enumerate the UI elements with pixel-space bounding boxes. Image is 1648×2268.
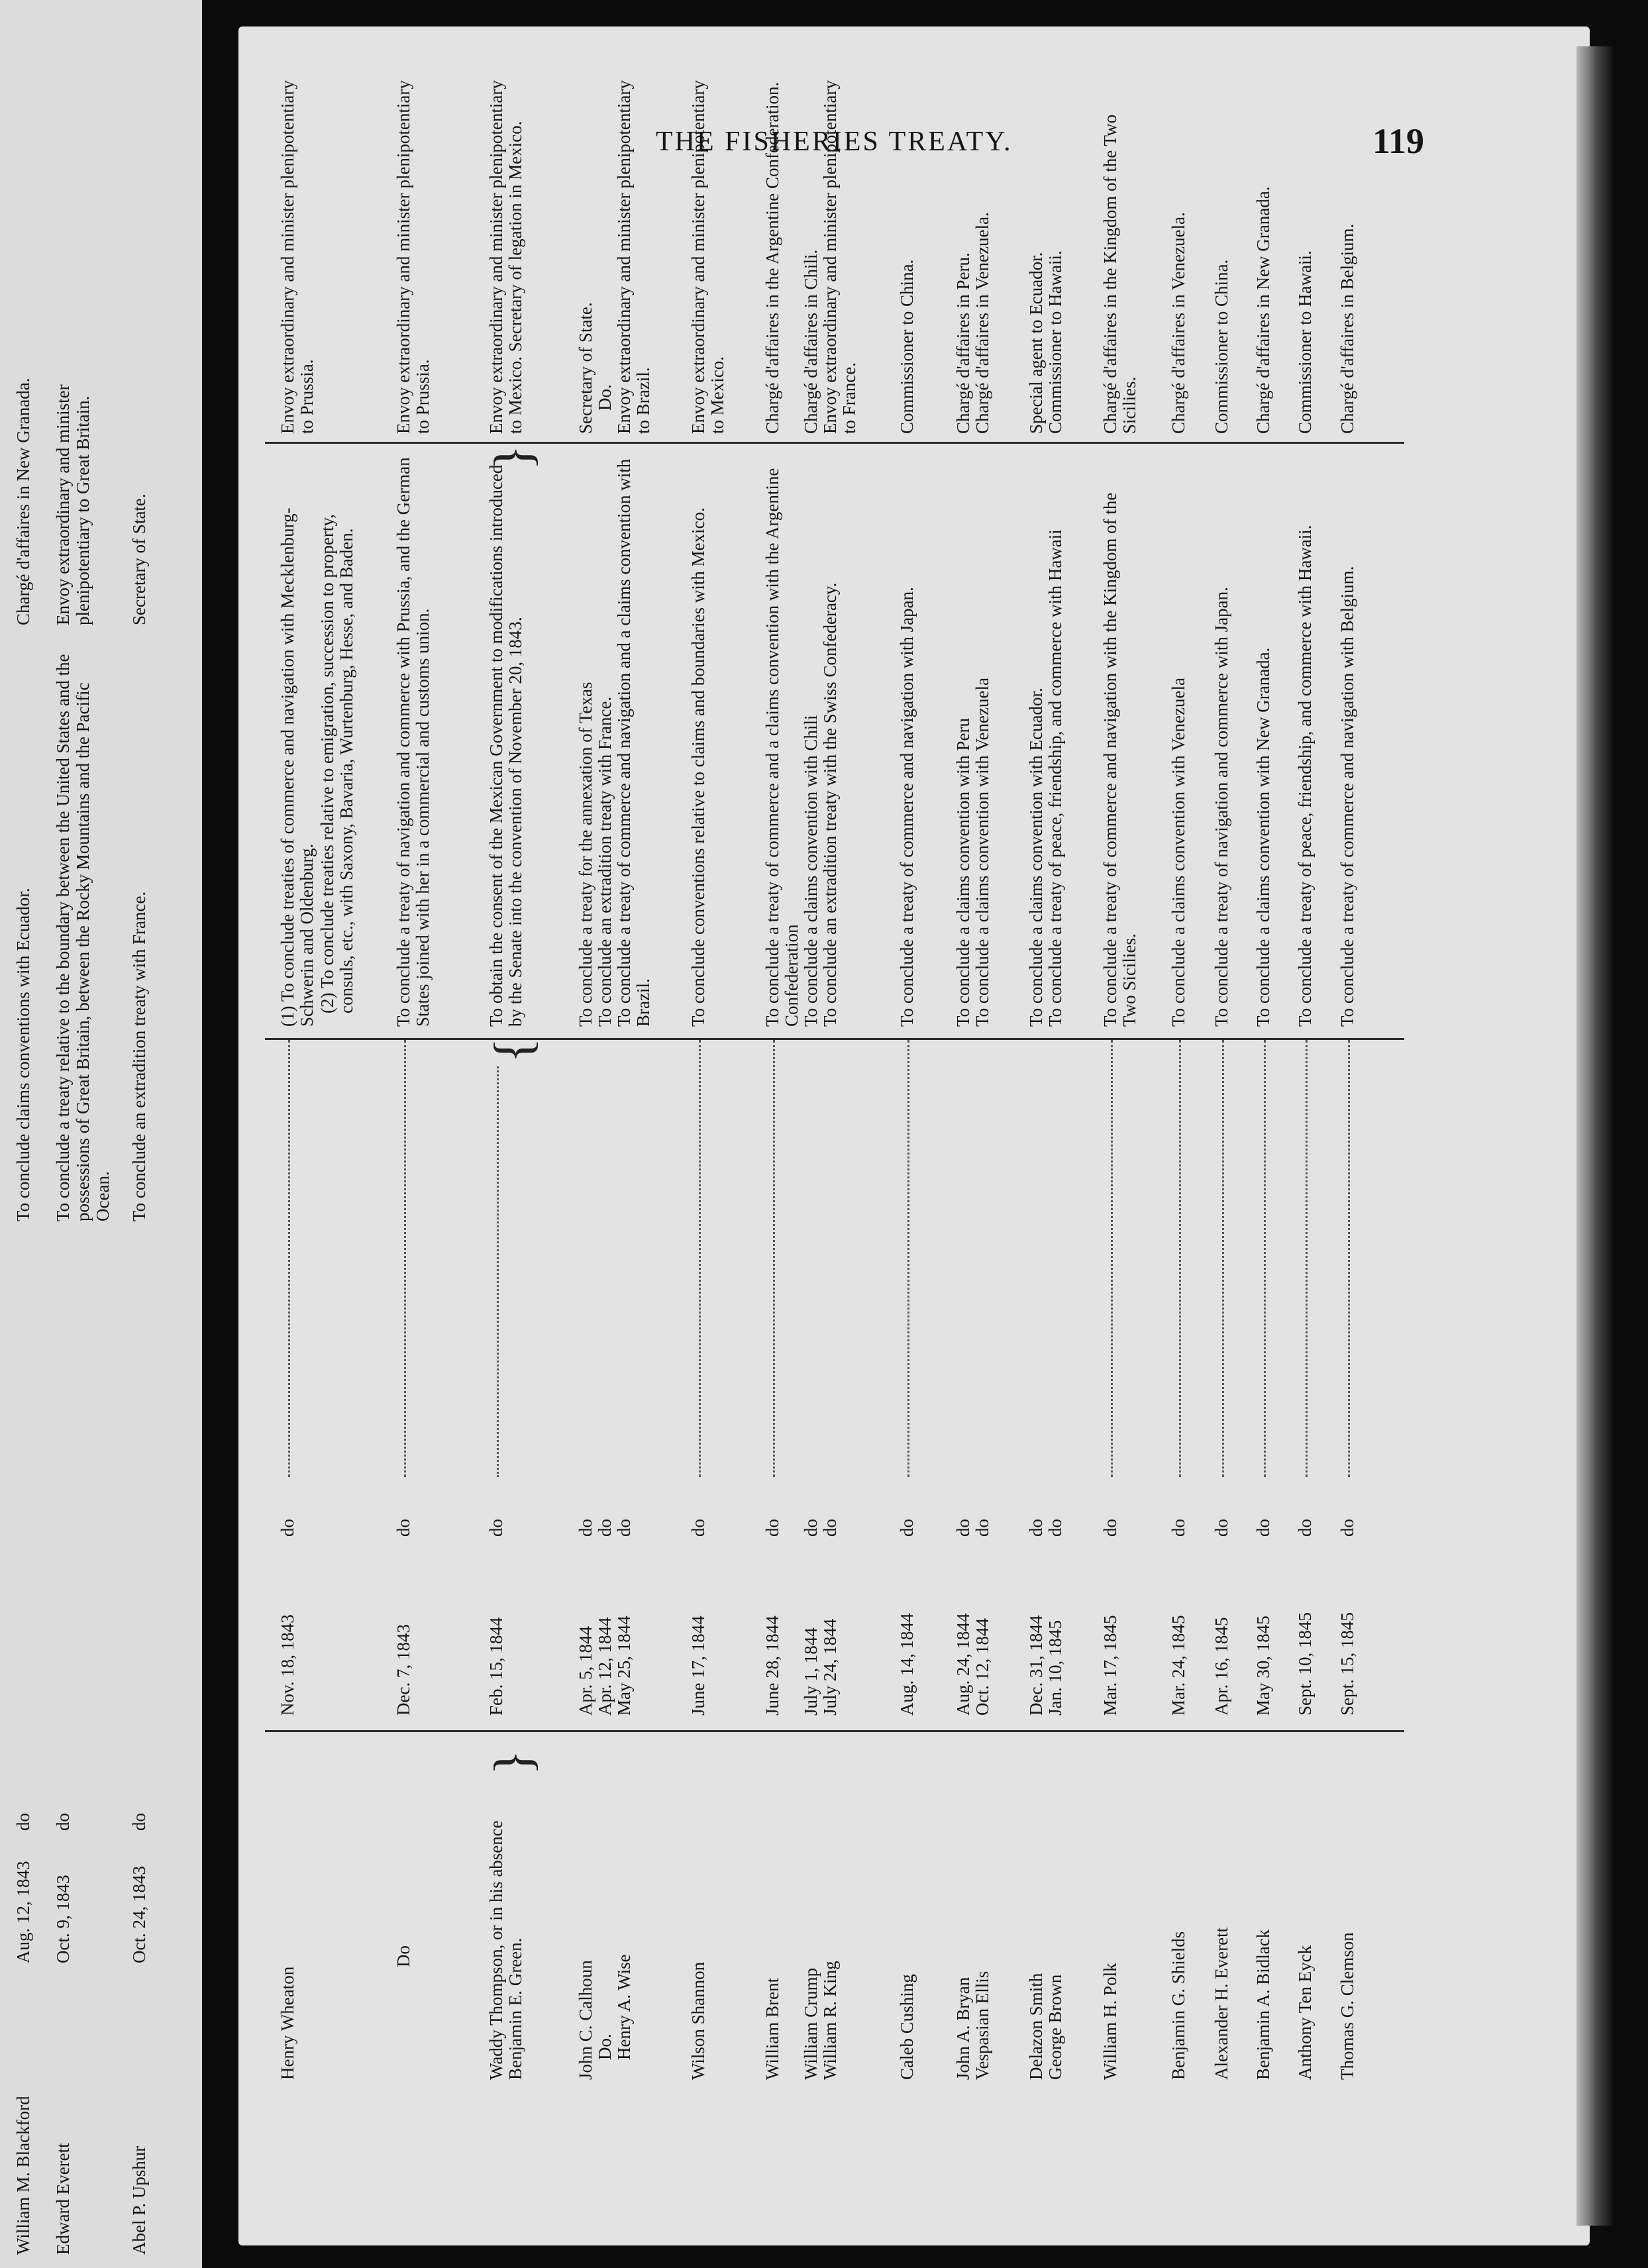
cell-do: do [688,1519,708,1537]
cell-object: To conclude a treaty of navigation and commerce with Japan. [1211,587,1231,1027]
cell-do: do [1337,1519,1357,1537]
cell-rank: Chargé d'affaires in Venezuela. [1168,212,1188,434]
facing-row-date: Aug. 12, 1843 [13,1861,33,1963]
cell-rank: Chargé d'affaires in Peru. [953,252,973,434]
facing-row [53,0,113,2268]
cell-do: do [1026,1519,1046,1537]
facing-row [129,0,177,2268]
facing-row-do: do [129,1813,149,1831]
cell-rank: Envoy extraordinary and minister plenipotentiary to France. [820,80,859,434]
cell-do: do [1253,1519,1273,1537]
cell-name: Waddy Thompson, or in his absence Benjamin E. Green. [486,1820,525,2080]
cell-object: To conclude a treaty of commerce and navigation with the Kingdom of the Two Sicilies. [1100,492,1139,1027]
cell-rank: Envoy extraordinary and minister plenipotentiary to Prussia. [278,80,317,434]
page-number: 119 [1372,121,1424,161]
cell-object: To conclude a claims convention with Ecuador. [1026,688,1046,1027]
cell-date: Oct. 12, 1844 [972,1618,992,1716]
facing-page [0,0,202,2268]
brace-glyph: { [484,1037,542,1063]
leader-dots [1111,1040,1113,1477]
cell-rank: Envoy extraordinary and minister plenipotentiary to Brazil. [614,80,653,434]
cell-object: To conclude a treaty of commerce and navigation with Belgium. [1337,566,1357,1027]
cell-rank: Chargé d'affaires in Venezuela. [972,212,992,434]
cell-do: do [576,1519,595,1537]
cell-rank: Chargé d'affaires in the Kingdom of the Two Sicilies. [1100,114,1139,434]
cell-name: William H. Polk [1100,1963,1120,2080]
cell-do: do [762,1519,782,1537]
facing-row-date: Oct. 24, 1843 [129,1866,149,1963]
cell-date: Dec. 7, 1843 [393,1624,413,1716]
cell-date: Apr. 5, 1844 [576,1626,595,1716]
running-title: THE FISHERIES TREATY. [656,127,1013,157]
cell-rank: Commissioner to China. [897,259,917,434]
cell-object: To conclude a claims convention with New Granada. [1253,647,1273,1027]
cell-rank: Envoy extraordinary and minister plenipotentiary to Mexico. Secretary of legation in Mexico. [486,80,525,434]
cell-do: do [1211,1519,1231,1537]
cell-object: To conclude a treaty of navigation and commerce with Prussia, and the German States joined with her in a commercial and customs union. [393,457,433,1027]
cell-do: do [953,1519,973,1537]
column-rule [265,1038,1404,1040]
cell-date: Nov. 18, 1843 [278,1614,297,1716]
cell-date: June 17, 1844 [688,1616,708,1716]
facing-row-date: Oct. 9, 1843 [53,1875,73,1963]
cell-name: Wilson Shannon [688,1961,708,2080]
cell-do: do [614,1519,634,1537]
cell-rank: Secretary of State. [576,302,595,434]
cell-name: Caleb Cushing [897,1974,917,2080]
leader-dots [699,1040,701,1477]
cell-object: To conclude a treaty of commerce and a claims convention with the Argentine Confederation [762,468,801,1027]
cell-object: (1) To conclude treaties of commerce and navigation with Mecklenburg-Schwerin and Oldenburg. [278,507,317,1027]
cell-object: To conclude a claims convention with Venezuela [972,678,992,1027]
cell-date: Sept. 15, 1845 [1337,1612,1357,1716]
column-rule [265,442,1404,444]
cell-do: do [972,1519,992,1537]
cell-date: Mar. 17, 1845 [1100,1615,1120,1716]
brace-glyph: } [484,444,542,470]
leader-dots [1348,1040,1350,1477]
facing-row-object: To conclude a treaty relative to the boundary between the United States and the possessions of Great Britain, between the Rocky Mountains and the Pacific Ocean. [53,654,113,1221]
cell-date: Feb. 15, 1844 [486,1617,506,1716]
cell-name: Vespasian Ellis [972,1971,992,2080]
cell-rank: Envoy extraordinary and minister plenipotentiary to Prussia. [393,80,433,434]
cell-object: To conclude an extradition treaty with France. [595,696,615,1027]
cell-do: do [1295,1519,1315,1537]
leader-dots [1222,1040,1224,1477]
cell-do: do [1045,1519,1065,1537]
cell-name: Do [393,1945,413,1967]
cell-name: William Crump [801,1967,821,2080]
brace-glyph: } [484,1749,542,1775]
cell-name: Anthony Ten Eyck [1295,1945,1315,2080]
cell-name: Delazon Smith [1026,1973,1046,2080]
cell-date: Dec. 31, 1844 [1026,1615,1046,1716]
cell-name: Thomas G. Clemson [1337,1932,1357,2080]
facing-row-rank: Secretary of State. [129,493,149,625]
cell-object: To conclude a treaty of commerce and navigation with Japan. [897,587,917,1027]
facing-row-rank: Chargé d'affaires in New Granada. [13,378,33,625]
leader-dots [404,1040,406,1477]
cell-date: Aug. 14, 1844 [897,1613,917,1716]
facing-row-do: do [13,1813,33,1831]
cell-rank: Chargé d'affaires in Belgium. [1337,223,1357,434]
cell-object: To conclude a claims convention with Chili [801,715,821,1027]
facing-page-table [0,0,202,2268]
cell-date: May 30, 1845 [1253,1616,1273,1716]
cell-date: July 1, 1844 [801,1627,821,1716]
cell-name: Alexander H. Everett [1211,1927,1231,2080]
treaty-table [265,66,1404,2087]
cell-do: do [278,1519,297,1537]
cell-rank: Chargé d'affaires in Chili. [801,249,821,434]
cell-object: To conclude conventions relative to claims and boundaries with Mexico. [688,507,708,1027]
cell-do: do [801,1519,821,1537]
cell-object: To conclude a treaty of peace, friendship, and commerce with Hawaii. [1295,525,1315,1027]
cell-object: To conclude a treaty of peace, friendship, and commerce with Hawaii [1045,529,1065,1027]
cell-date: June 28, 1844 [762,1616,782,1716]
cell-do: do [486,1519,506,1537]
cell-date: May 25, 1844 [614,1616,634,1716]
facing-row-object: To conclude claims conventions with Ecuador. [13,888,33,1221]
cell-name: Benjamin G. Shields [1168,1931,1188,2080]
cell-rank: Do. [595,384,615,411]
cell-rank: Envoy extraordinary and minister plenipotentiary to Mexico. [688,80,727,434]
cell-name: George Brown [1045,1974,1065,2080]
column-rule [265,1730,1404,1732]
facing-row-name: William M. Blackford [13,2096,33,2255]
cell-do: do [393,1519,413,1537]
leader-dots [907,1040,909,1477]
leader-dots [1306,1040,1308,1477]
leader-dots [288,1040,290,1477]
cell-object: To obtain the consent of the Mexican Government to modifications introduced by the Senate into the convention of November 20, 1843. [486,464,525,1027]
cell-object: To conclude a claims convention with Venezuela [1168,678,1188,1027]
cell-date: Apr. 16, 1845 [1211,1617,1231,1716]
cell-rank: Commissioner to China. [1211,259,1231,434]
leader-dots [1264,1040,1266,1477]
page-edge-shadow [1576,46,1613,2226]
facing-row-name: Edward Everett [53,2143,73,2255]
cell-name: Henry A. Wise [614,1954,634,2060]
cell-do: do [595,1519,615,1537]
cell-date: Sept. 10, 1845 [1295,1612,1315,1716]
facing-row-rank: Envoy extraordinary and minister plenipotentiary to Great Britain. [53,384,93,625]
cell-date: Mar. 24, 1845 [1168,1615,1188,1716]
cell-object: (2) To conclude treaties relative to emigration, succession to property, consuls, etc., with Saxony, Bavaria, Wurtenburg, Hesse, and Baden. [317,514,356,1013]
cell-name: Henry Wheaton [278,1966,297,2080]
cell-object: To conclude a claims convention with Peru [953,718,973,1027]
cell-rank: Commissioner to Hawaii. [1045,250,1065,434]
cell-do: do [897,1519,917,1537]
cell-do: do [1100,1519,1120,1537]
cell-date: Apr. 12, 1844 [595,1617,615,1716]
leader-dots [773,1040,775,1477]
cell-date: Aug. 24, 1844 [953,1613,973,1716]
cell-do: do [820,1519,840,1537]
cell-rank: Special agent to Ecuador. [1026,252,1046,434]
cell-name: Do. [595,2034,615,2060]
facing-row-name: Abel P. Upshur [129,2145,149,2255]
cell-rank: Chargé d'affaires in the Argentine Confederation. [762,81,782,434]
cell-date: Jan. 10, 1845 [1045,1620,1065,1716]
facing-row-do: do [53,1813,73,1831]
cell-rank: Commissioner to Hawaii. [1295,250,1315,434]
cell-name: John C. Calhoun [576,1960,595,2080]
cell-date: July 24, 1844 [820,1618,840,1716]
cell-do: do [1168,1519,1188,1537]
facing-row-object: To conclude an extradition treaty with France. [129,891,149,1221]
book-gutter [202,0,238,2268]
cell-name: William Brent [762,1977,782,2080]
leader-dots [1179,1040,1181,1477]
cell-name: Benjamin A. Bidlack [1253,1929,1273,2080]
cell-name: William R. King [820,1961,840,2080]
leader-dots [497,1066,499,1477]
cell-object: To conclude a treaty for the annexation of Texas [576,682,595,1027]
cell-object: To conclude an extradition treaty with the Swiss Confederacy. [820,582,840,1027]
cell-name: John A. Bryan [953,1977,973,2080]
cell-object: To conclude a treaty of commerce and navigation and a claims convention with Brazil. [614,458,653,1027]
cell-rank: Chargé d'affaires in New Granada. [1253,186,1273,434]
